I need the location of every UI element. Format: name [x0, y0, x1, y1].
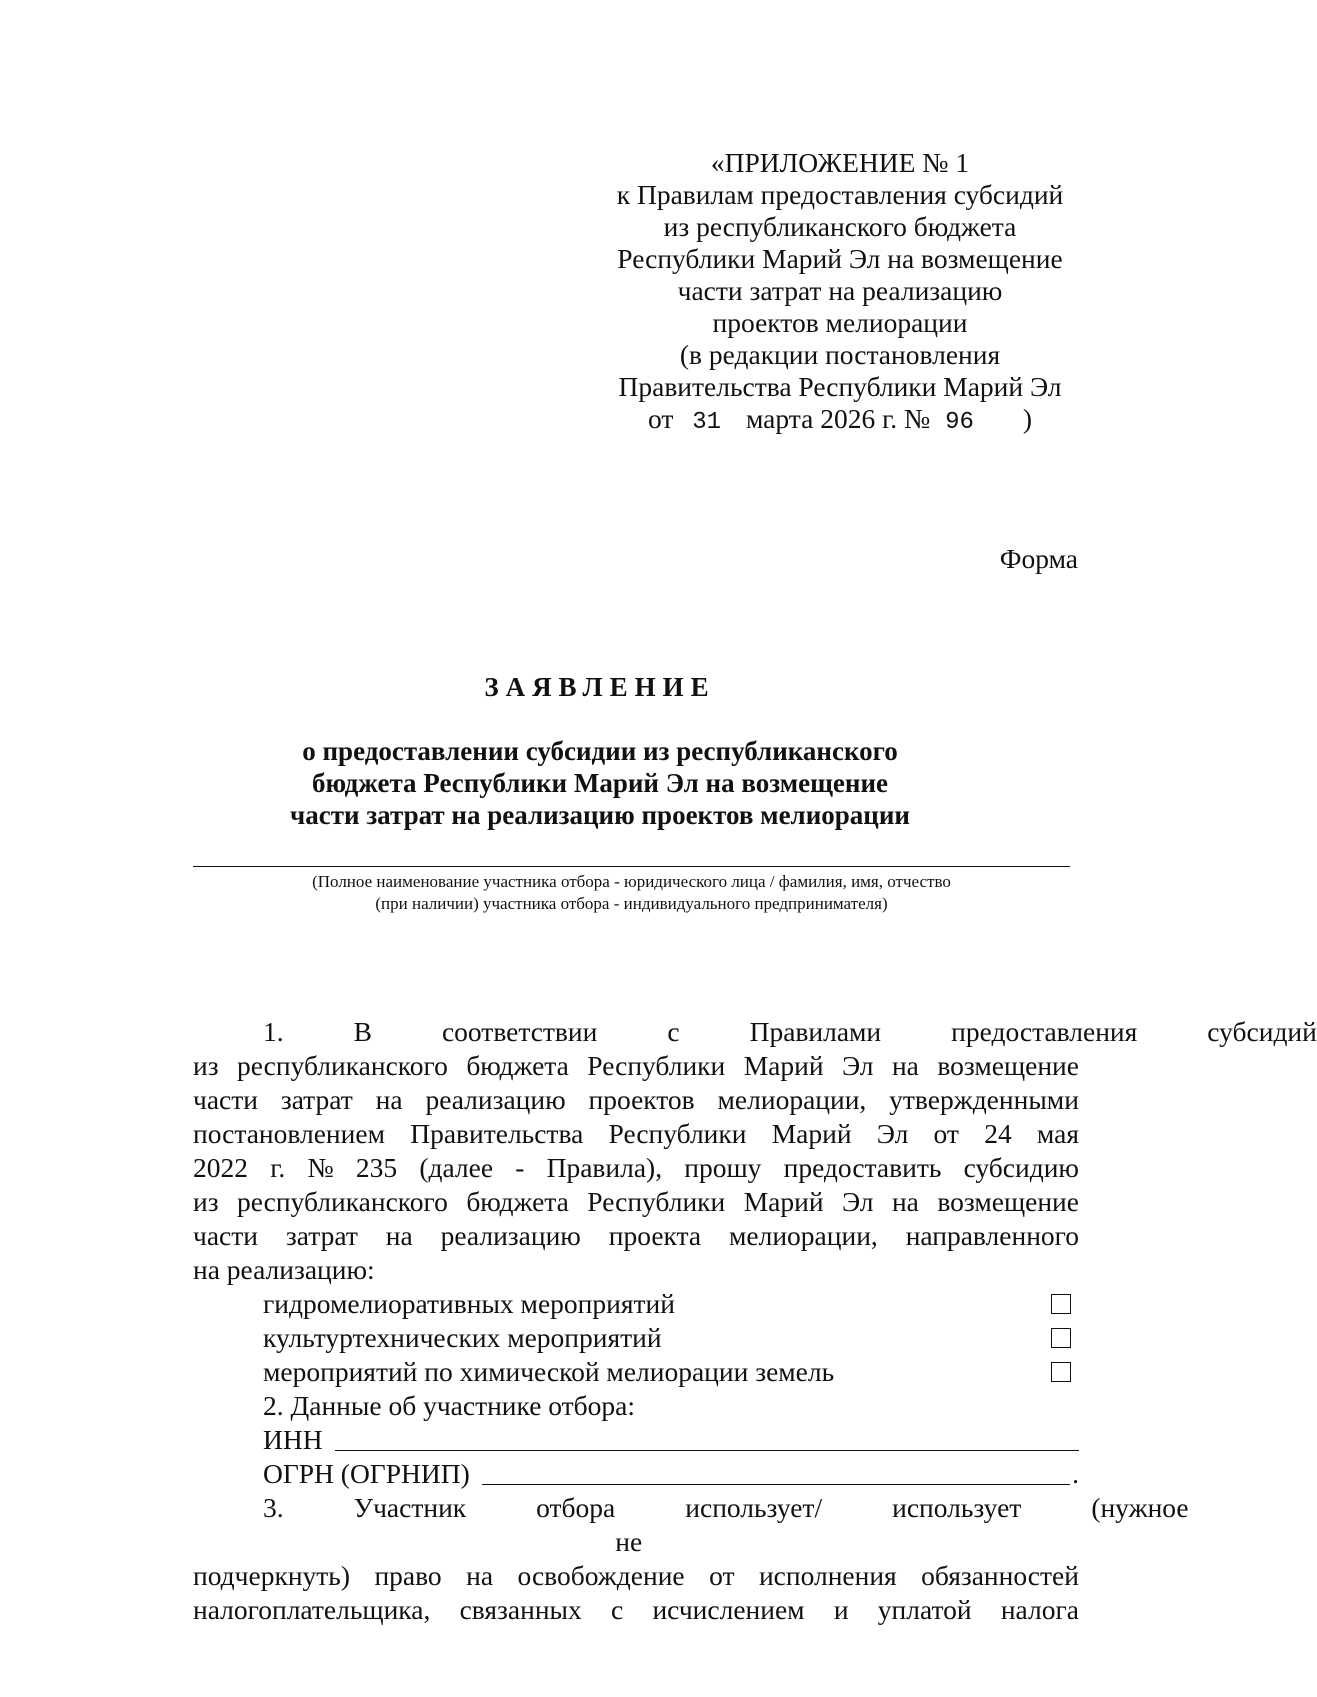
- word: использует: [892, 1492, 1022, 1523]
- word: предоставить: [783, 1152, 942, 1183]
- section3-line: [193, 1491, 1189, 1559]
- word: бюджета: [466, 1050, 569, 1081]
- word: использует/не: [615, 1492, 823, 1557]
- word: с: [611, 1594, 624, 1625]
- word: Марий: [771, 1118, 852, 1149]
- appendix-line: к Правилам предоставления субсидий: [616, 179, 1064, 210]
- word: обязанностей: [921, 1560, 1079, 1591]
- option-row: [193, 1321, 1079, 1355]
- word: -: [515, 1152, 525, 1183]
- section3-line: [193, 1559, 1079, 1593]
- word: субсидий: [1207, 1016, 1317, 1047]
- word: право: [374, 1560, 442, 1591]
- word: из: [193, 1050, 219, 1081]
- ogrn-field: [193, 1457, 1079, 1491]
- date-prefix: от: [648, 403, 674, 434]
- form-label: Форма: [999, 543, 1078, 574]
- subtitle-line: о предоставлении субсидии из республиканского: [302, 736, 898, 766]
- word: №: [307, 1152, 334, 1183]
- word: уплатой: [877, 1594, 972, 1625]
- word: затрат: [285, 1220, 358, 1251]
- appendix-header: [600, 147, 1080, 439]
- word: прошу: [684, 1152, 762, 1183]
- word: возмещение: [937, 1050, 1079, 1081]
- inn-field: [193, 1423, 1079, 1457]
- word: мелиорации,: [729, 1220, 878, 1251]
- checkbox-chemical-melioration[interactable]: [1051, 1362, 1071, 1382]
- word: на: [375, 1084, 403, 1115]
- checkbox-culturtechnical[interactable]: [1051, 1328, 1071, 1348]
- date-day: 31: [692, 409, 722, 436]
- word: Участник: [353, 1492, 467, 1523]
- word: на: [385, 1220, 413, 1251]
- date-month-year: марта 2026 г. №: [745, 403, 931, 434]
- word: реализацию: [425, 1084, 566, 1115]
- word: подчеркнуть): [193, 1560, 350, 1591]
- section1-line: [193, 1083, 1079, 1117]
- word: части: [193, 1084, 258, 1115]
- checkbox-hydromelioration[interactable]: [1051, 1294, 1071, 1314]
- word: проектов: [588, 1084, 695, 1115]
- word: (далее: [419, 1152, 494, 1183]
- date-close-paren: ): [1022, 403, 1032, 434]
- word: Республики: [587, 1186, 726, 1217]
- applicant-name-caption: [193, 871, 1070, 915]
- word: 3.: [263, 1492, 284, 1523]
- word: с: [667, 1016, 680, 1047]
- section1-line: [193, 1049, 1079, 1083]
- word: Правила),: [546, 1152, 663, 1183]
- word: освобождение: [517, 1560, 685, 1591]
- word: 24: [984, 1118, 1012, 1149]
- word: из: [193, 1186, 219, 1217]
- application-body: [193, 1015, 1317, 1627]
- document-subtitle: [200, 735, 1000, 831]
- section3-line: [193, 1593, 1079, 1627]
- appendix-date-line: [600, 403, 1080, 439]
- appendix-line: «ПРИЛОЖЕНИЕ № 1: [710, 147, 970, 178]
- section1-line: [193, 1151, 1079, 1185]
- word: возмещение: [937, 1186, 1079, 1217]
- word: 1.: [263, 1016, 284, 1047]
- word: бюджета: [466, 1186, 569, 1217]
- section1-line: [193, 1219, 1079, 1253]
- option-label: гидромелиоративных мероприятий: [263, 1288, 675, 1319]
- word: от: [933, 1118, 959, 1149]
- word: Республики: [587, 1050, 726, 1081]
- word: мая: [1036, 1118, 1079, 1149]
- ogrn-input-line[interactable]: [482, 1483, 1070, 1485]
- appendix-line: Республики Марий Эл на возмещение: [617, 243, 1063, 274]
- word: 235: [355, 1152, 398, 1183]
- subtitle-line: части затрат на реализацию проектов мелиорации: [290, 800, 910, 830]
- option-row: [193, 1287, 1079, 1321]
- word: реализацию: [440, 1220, 581, 1251]
- word: налогоплательщика,: [193, 1594, 431, 1625]
- word: Эл: [876, 1118, 909, 1149]
- word: исчислением: [652, 1594, 805, 1625]
- word: В: [353, 1016, 372, 1047]
- caption-line: (при наличии) участника отбора - индивидуального предпринимателя): [375, 894, 888, 913]
- word: 2022: [193, 1152, 248, 1183]
- appendix-line: проектов мелиорации: [712, 307, 968, 338]
- option-row: [193, 1355, 1079, 1389]
- word: налога: [1000, 1594, 1079, 1625]
- inn-input-line[interactable]: [335, 1449, 1079, 1451]
- word: г.: [270, 1152, 286, 1183]
- word: направленного: [905, 1220, 1079, 1251]
- word: субсидию: [963, 1152, 1079, 1183]
- ogrn-end-dot: .: [1072, 1458, 1079, 1489]
- applicant-name-line: [193, 866, 1070, 867]
- decree-number: 96: [945, 409, 974, 436]
- ogrn-label: ОГРН (ОГРНИП): [263, 1458, 470, 1489]
- word: республиканского: [237, 1050, 448, 1081]
- word: на: [466, 1560, 494, 1591]
- section2-heading: 2. Данные об участнике отбора:: [263, 1390, 636, 1421]
- word: связанных: [459, 1594, 582, 1625]
- appendix-line: Правительства Республики Марий Эл: [618, 371, 1062, 402]
- word: части: [193, 1220, 258, 1251]
- option-label: культуртехнических мероприятий: [263, 1322, 662, 1353]
- word: на: [891, 1186, 919, 1217]
- word: республиканского: [237, 1186, 448, 1217]
- word: соответствии: [441, 1016, 598, 1047]
- section1-line: [193, 1185, 1079, 1219]
- appendix-line: из республиканского бюджета: [663, 211, 1017, 242]
- word: отбора: [536, 1492, 616, 1523]
- appendix-line: (в редакции постановления: [679, 339, 1001, 370]
- word: мелиорации,: [717, 1084, 867, 1115]
- word: на: [891, 1050, 919, 1081]
- option-label: мероприятий по химической мелиорации земель: [263, 1356, 835, 1387]
- inn-label: ИНН: [263, 1424, 323, 1455]
- word: предоставления: [951, 1016, 1138, 1047]
- word: Марий: [743, 1050, 824, 1081]
- appendix-line: части затрат на реализацию: [677, 275, 1003, 306]
- section1-line: [193, 1117, 1079, 1151]
- word: и: [833, 1594, 849, 1625]
- word: затрат: [280, 1084, 353, 1115]
- caption-line: (Полное наименование участника отбора - юридического лица / фамилия, имя, отчество: [312, 872, 951, 891]
- word: от: [709, 1560, 735, 1591]
- word: Эл: [841, 1186, 874, 1217]
- document-title: ЗАЯВЛЕНИЕ: [484, 672, 716, 702]
- word: Правительства: [410, 1118, 584, 1149]
- word: (нужное: [1091, 1492, 1189, 1523]
- word: проекта: [608, 1220, 702, 1251]
- word: утвержденными: [889, 1084, 1079, 1115]
- word: Республики: [608, 1118, 747, 1149]
- word: исполнения: [758, 1560, 897, 1591]
- word: Эл: [841, 1050, 874, 1081]
- word: Марий: [743, 1186, 824, 1217]
- word: постановлением: [193, 1118, 385, 1149]
- word: Правилами: [749, 1016, 882, 1047]
- section1-last-line: на реализацию:: [193, 1254, 375, 1285]
- subtitle-line: бюджета Республики Марий Эл на возмещение: [312, 768, 888, 798]
- section1-line: [193, 1015, 1317, 1049]
